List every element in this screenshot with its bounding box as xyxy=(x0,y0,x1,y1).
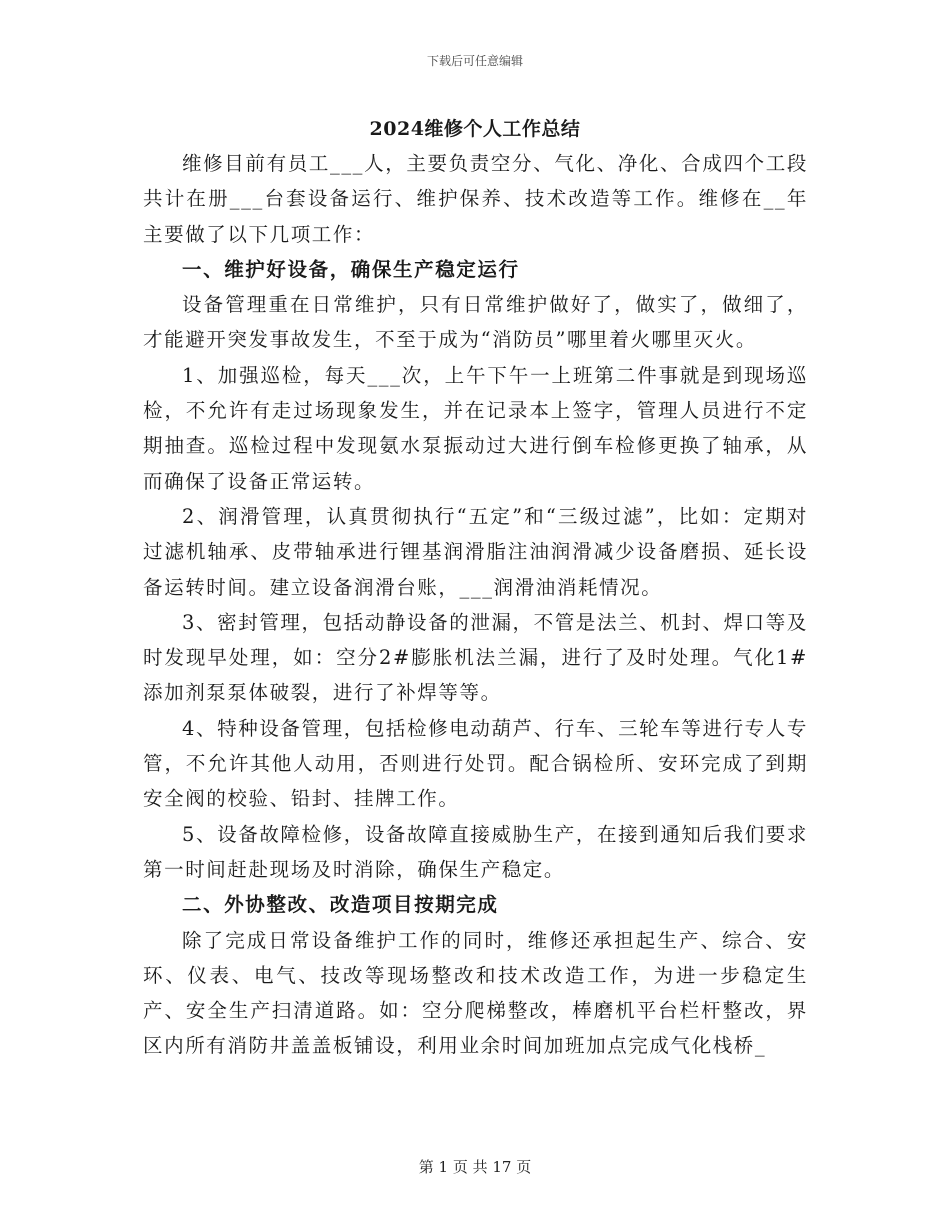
document-body xyxy=(143,146,808,1064)
page-footer: 第 1 页 共 17 页 xyxy=(418,1158,532,1176)
paragraph: 4、特种设备管理，包括检修电动葫芦、行车、三轮车等进行专人专管，不允许其他人动用，否则进行处罚。配合锅检所、安环完成了到期安全阀的校验、铅封、挂牌工作。 xyxy=(143,716,808,811)
paragraph: 2、润滑管理，认真贯彻执行“五定”和“三级过滤”，比如：定期对过滤机轴承、皮带轴承进行锂基润滑脂注油润滑减少设备磨损、延长设备运转时间。建立设备润滑台账，___润滑油消耗情况。 xyxy=(143,504,808,599)
page-header: 下载后可任意编辑 xyxy=(426,54,523,68)
paragraph-intro: 维修目前有员工___人，主要负责空分、气化、净化、合成四个工段共计在册___台套设备运行、维护保养、技术改造等工作。维修在__年主要做了以下几项工作： xyxy=(143,152,808,246)
section-heading-1: 一、维护好设备，确保生产稳定运行 xyxy=(182,257,520,281)
section-heading-2: 二、外协整改、改造项目按期完成 xyxy=(182,893,499,917)
document-title: 2024维修个人工作总结 xyxy=(369,118,581,140)
paragraph: 除了完成日常设备维护工作的同时，维修还承担起生产、综合、安环、仪表、电气、技改等现场整改和技术改造工作，为进一步稳定生产、安全生产扫清道路。如：空分爬梯整改，棒磨机平台栏杆整改，界区内所有消防井盖盖板铺设，利用业余时间加班加点完成气化栈桥_ xyxy=(143,928,808,1058)
paragraph: 5、设备故障检修，设备故障直接威胁生产，在接到通知后我们要求第一时间赶赴现场及时消除，确保生产稳定。 xyxy=(143,822,808,881)
paragraph: 设备管理重在日常维护，只有日常维护做好了，做实了，做细了，才能避开突发事故发生，不至于成为“消防员”哪里着火哪里灭火。 xyxy=(143,293,808,352)
paragraph: 3、密封管理，包括动静设备的泄漏，不管是法兰、机封、焊口等及时发现早处理，如：空分2#膨胀机法兰漏，进行了及时处理。气化1#添加剂泵泵体破裂，进行了补焊等等。 xyxy=(143,610,808,705)
paragraph: 1、加强巡检，每天___次，上午下午一上班第二件事就是到现场巡检，不允许有走过场现象发生，并在记录本上签字，管理人员进行不定期抽查。巡检过程中发现氨水泵振动过大进行倒车检修更换了轴承，从而确保了设备正常运转。 xyxy=(143,363,808,493)
